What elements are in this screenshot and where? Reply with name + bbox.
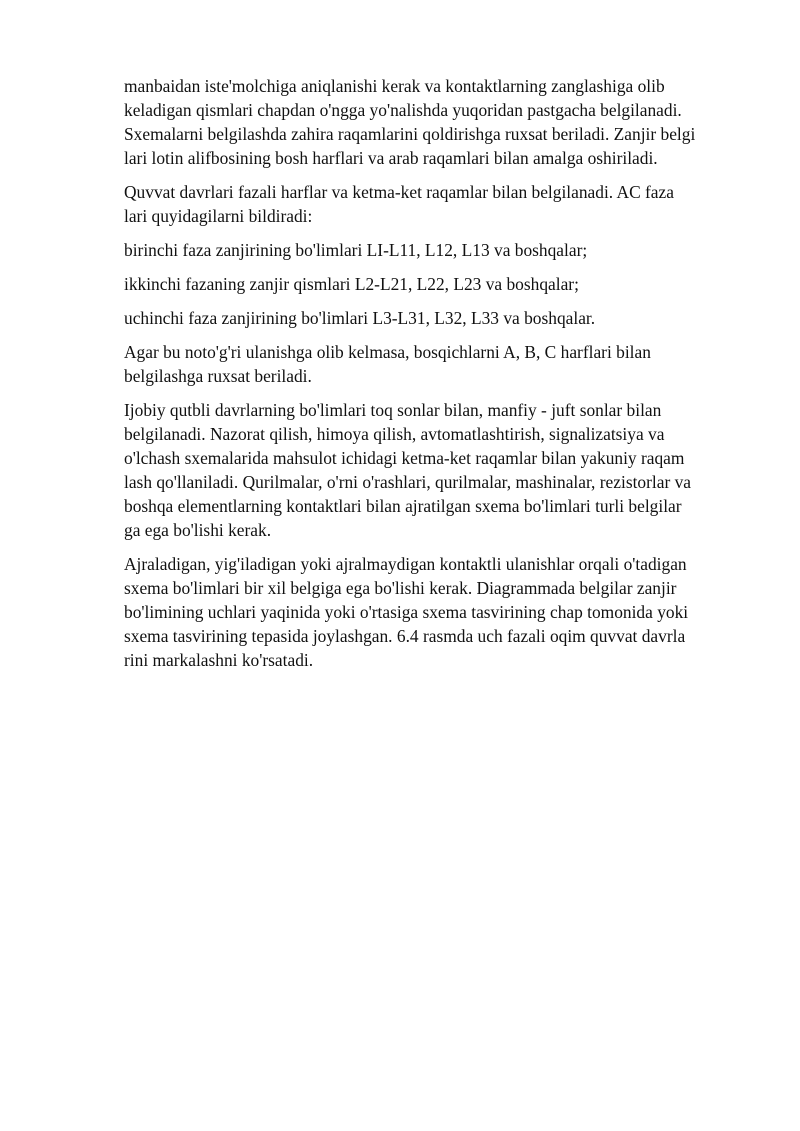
text-line: uchinchi faza zanjirining bo'limlari L3-L31, L32, L33 va boshqalar. — [124, 308, 596, 328]
paragraph-abc-letters — [124, 340, 749, 388]
text-line: Ijobiy qutbli davrlarning bo'limlari toq sonlar bilan, manfiy - juft sonlar bilan — [124, 400, 662, 420]
document-page — [124, 74, 749, 682]
text-line: ga ega bo'lishi kerak. — [124, 520, 272, 540]
paragraph-numbering-rules — [124, 74, 749, 170]
text-line: belgilanadi. Nazorat qilish, himoya qilish, avtomatlashtirish, signalizatsiya va — [124, 424, 665, 444]
paragraph-phase-three — [124, 306, 749, 330]
paragraph-phase-one — [124, 238, 749, 262]
text-line: belgilashga ruxsat beriladi. — [124, 366, 312, 386]
text-line: o'lchash sxemalarida mahsulot ichidagi ketma-ket raqamlar bilan yakuniy raqam — [124, 448, 685, 468]
text-line: ikkinchi fazaning zanjir qismlari L2-L21, L22, L23 va boshqalar; — [124, 274, 579, 294]
paragraph-polarity — [124, 398, 749, 542]
paragraph-phase-two — [124, 272, 749, 296]
text-line: rini markalashni ko'rsatadi. — [124, 650, 314, 670]
text-line: lash qo'llaniladi. Qurilmalar, o'rni o'rashlari, qurilmalar, mashinalar, rezistorlar va — [124, 472, 692, 492]
paragraph-contact-connections — [124, 552, 749, 672]
text-line: lari quyidagilarni bildiradi: — [124, 206, 313, 226]
text-line: Agar bu noto'g'ri ulanishga olib kelmasa, bosqichlarni A, B, C harflari bilan — [124, 342, 651, 362]
paragraph-power-circuits — [124, 180, 749, 228]
text-line: birinchi faza zanjirining bo'limlari LI-L11, L12, L13 va boshqalar; — [124, 240, 588, 260]
text-line: Ajraladigan, yig'iladigan yoki ajralmaydigan kontaktli ulanishlar orqali o'tadigan — [124, 554, 687, 574]
text-line: bo'limining uchlari yaqinida yoki o'rtasiga sxema tasvirining chap tomonida yoki — [124, 602, 689, 622]
text-line: Sxemalarni belgilashda zahira raqamlarini qoldirishga ruxsat beriladi. Zanjir belgi — [124, 124, 696, 144]
text-line: sxema bo'limlari bir xil belgiga ega bo'lishi kerak. Diagrammada belgilar zanjir — [124, 578, 677, 598]
text-line: sxema tasvirining tepasida joylashgan. 6.4 rasmda uch fazali oqim quvvat davrla — [124, 626, 686, 646]
text-line: Quvvat davrlari fazali harflar va ketma-ket raqamlar bilan belgilanadi. AC faza — [124, 182, 674, 202]
text-line: manbaidan iste'molchiga aniqlanishi kerak va kontaktlarning zanglashiga olib — [124, 76, 665, 96]
text-line: boshqa elementlarning kontaktlari bilan ajratilgan sxema bo'limlari turli belgilar — [124, 496, 682, 516]
text-line: keladigan qismlari chapdan o'ngga yo'nalishda yuqoridan pastgacha belgilanadi. — [124, 100, 682, 120]
text-line: lari lotin alifbosining bosh harflari va arab raqamlari bilan amalga oshiriladi. — [124, 148, 658, 168]
